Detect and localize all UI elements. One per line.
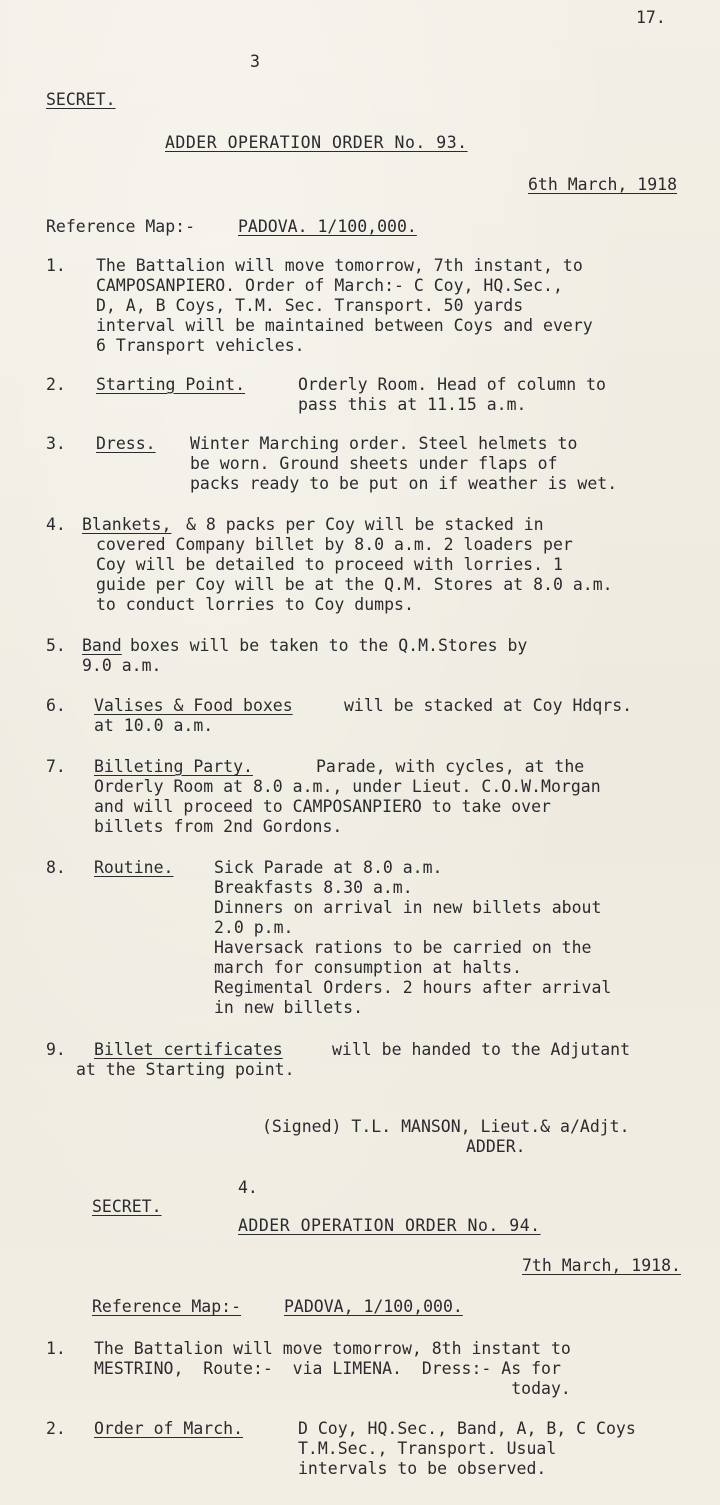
item-heading: Billet certificates xyxy=(94,1040,283,1059)
item-number: 3. xyxy=(46,434,66,453)
item-number: 7. xyxy=(46,757,66,776)
order-date: 7th March, 1918. xyxy=(522,1256,681,1275)
item-heading: Starting Point. xyxy=(96,375,246,394)
classification: SECRET. xyxy=(46,90,116,109)
item-text: & 8 packs per Coy will be stacked in covered Company billet by 8.0 a.m. 2 loaders per Coy will be detailed to proceed with lorries. 1 guide per Coy will be at the Q.M. Stores at 8.0 a.m. to conduct lorries to Coy dumps. xyxy=(96,515,613,614)
order-date: 6th March, 1918 xyxy=(528,175,678,194)
reference-label: Reference Map:- xyxy=(92,1297,242,1316)
item-text: The Battalion will move tomorrow, 8th instant to MESTRINO, Route:- via LIMENA. Dress:- As for today. xyxy=(94,1339,571,1398)
item-heading: Order of March. xyxy=(94,1419,244,1438)
signature-line: (Signed) T.L. MANSON, Lieut.& a/Adjt. xyxy=(262,1117,630,1136)
item-text: will be handed to the Adjutant at the Starting point. xyxy=(76,1040,631,1079)
item-heading: Band xyxy=(82,636,122,655)
item-text: The Battalion will move tomorrow, 7th instant, to CAMPOSANPIERO. Order of March:- C Coy, HQ.Sec., D, A, B Coys, T.M. Sec. Transport. 50 yards interval will be maintained between Coys and every 6 Transport vehicles. xyxy=(96,256,593,355)
item-text: D Coy, HQ.Sec., Band, A, B, C Coys T.M.Sec., Transport. Usual intervals to be observed. xyxy=(298,1419,636,1478)
item-text: boxes will be taken to the Q.M.Stores by 9.0 a.m. xyxy=(82,636,528,675)
page-number: 17. xyxy=(636,8,666,27)
item-number: 8. xyxy=(46,858,66,877)
item-heading: Billeting Party. xyxy=(94,757,253,776)
classification: SECRET. xyxy=(92,1197,162,1216)
item-text: Parade, with cycles, at the Orderly Room at 8.0 a.m., under Lieut. C.O.W.Morgan and will proceed to CAMPOSANPIERO to take over billets from 2nd Gordons. xyxy=(94,757,601,836)
order-title: ADDER OPERATION ORDER No. 93. xyxy=(165,133,468,152)
order-title: ADDER OPERATION ORDER No. 94. xyxy=(238,1216,541,1235)
item-number: 1. xyxy=(46,1339,66,1358)
section-number: 3 xyxy=(250,52,260,71)
item-number: 9. xyxy=(46,1040,66,1059)
item-heading: Blankets, xyxy=(82,515,172,534)
reference-label: Reference Map:- xyxy=(46,217,196,236)
item-number: 1. xyxy=(46,256,66,275)
item-text: Orderly Room. Head of column to pass this at 11.15 a.m. xyxy=(298,375,606,414)
signature-unit: ADDER. xyxy=(466,1137,526,1156)
item-text: Sick Parade at 8.0 a.m. Breakfasts 8.30 a.m. Dinners on arrival in new billets about 2.0 p.m. Haversack rations to be carried on the march for consumption at halts. Regimental Orders. 2 hours after arrival in new billets. xyxy=(214,858,612,1017)
item-text: Winter Marching order. Steel helmets to be worn. Ground sheets under flaps of packs ready to be put on if weather is wet. xyxy=(190,434,618,493)
item-heading: Valises & Food boxes xyxy=(94,696,293,715)
item-heading: Routine. xyxy=(94,858,174,877)
reference-value: PADOVA. 1/100,000. xyxy=(238,217,417,236)
section-number: 4. xyxy=(238,1178,258,1197)
item-text: will be stacked at Coy Hdqrs. at 10.0 a.m. xyxy=(94,696,633,735)
item-number: 2. xyxy=(46,375,66,394)
item-number: 5. xyxy=(46,636,66,655)
item-number: 6. xyxy=(46,696,66,715)
reference-value: PADOVA, 1/100,000. xyxy=(284,1297,463,1316)
item-number: 4. xyxy=(46,515,66,534)
item-number: 2. xyxy=(46,1419,66,1438)
item-heading: Dress. xyxy=(96,434,156,453)
